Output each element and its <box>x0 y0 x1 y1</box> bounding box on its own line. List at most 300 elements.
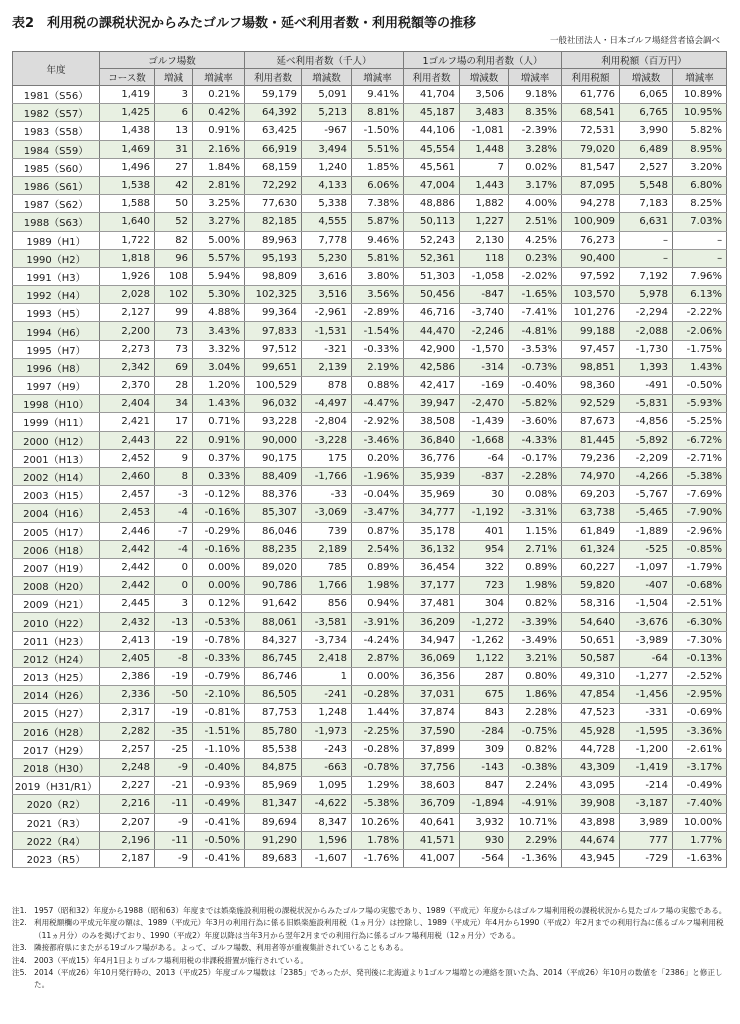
table-row <box>13 377 727 395</box>
value-cell: 1.98% <box>352 577 404 595</box>
value-cell: 2,282 <box>100 722 155 740</box>
table-row <box>13 176 727 194</box>
value-cell: 878 <box>302 377 352 395</box>
value-cell: -1,439 <box>460 413 509 431</box>
year-cell: 2002（H14） <box>13 467 100 485</box>
table-row <box>13 540 727 558</box>
table-row <box>13 686 727 704</box>
value-cell: 2.81% <box>193 176 245 194</box>
value-cell: 73 <box>155 322 193 340</box>
value-cell: 6.80% <box>673 176 727 194</box>
value-cell: 2.71% <box>509 540 562 558</box>
value-cell: 5,091 <box>302 86 352 104</box>
value-cell: -1,595 <box>620 722 673 740</box>
value-cell: -663 <box>302 758 352 776</box>
value-cell: 6,631 <box>620 213 673 231</box>
value-cell: 3,616 <box>302 267 352 285</box>
table-row <box>13 467 727 485</box>
value-cell: 1,882 <box>460 195 509 213</box>
value-cell: -5,767 <box>620 486 673 504</box>
value-cell: -967 <box>302 122 352 140</box>
value-cell: -6.72% <box>673 431 727 449</box>
value-cell: 8.35% <box>509 104 562 122</box>
value-cell: 2.87% <box>352 649 404 667</box>
value-cell: 5,230 <box>302 249 352 267</box>
value-cell: -2.22% <box>673 304 727 322</box>
value-cell: 3.25% <box>193 195 245 213</box>
value-cell: 96 <box>155 249 193 267</box>
year-cell: 1993（H5） <box>13 304 100 322</box>
value-cell: -1,058 <box>460 267 509 285</box>
value-cell: -0.49% <box>193 795 245 813</box>
value-cell: -2.52% <box>673 668 727 686</box>
value-cell: -1.63% <box>673 849 727 867</box>
table-row <box>13 522 727 540</box>
value-cell: 1,818 <box>100 249 155 267</box>
value-cell: 2,445 <box>100 595 155 613</box>
value-cell: 41,704 <box>404 86 460 104</box>
value-cell: 36,356 <box>404 668 460 686</box>
value-cell: 2,404 <box>100 395 155 413</box>
value-cell: 36,840 <box>404 431 460 449</box>
value-cell: 1,448 <box>460 140 509 158</box>
value-cell: -1.50% <box>352 122 404 140</box>
subheader-cell: 増減数 <box>460 69 509 86</box>
value-cell: -5.93% <box>673 395 727 413</box>
value-cell: -2,804 <box>302 413 352 431</box>
year-cell: 2006（H18） <box>13 540 100 558</box>
value-cell: 2,421 <box>100 413 155 431</box>
value-cell: 84,327 <box>245 631 302 649</box>
value-cell: 723 <box>460 577 509 595</box>
value-cell: -0.16% <box>193 504 245 522</box>
value-cell: 36,209 <box>404 613 460 631</box>
value-cell: 59,179 <box>245 86 302 104</box>
value-cell: 675 <box>460 686 509 704</box>
value-cell: 89,020 <box>245 558 302 576</box>
year-cell: 2017（H29） <box>13 740 100 758</box>
year-cell: 2020（R2） <box>13 795 100 813</box>
value-cell: -2,088 <box>620 322 673 340</box>
table-row <box>13 340 727 358</box>
value-cell: 82,185 <box>245 213 302 231</box>
value-cell: 856 <box>302 595 352 613</box>
year-cell: 2013（H25） <box>13 668 100 686</box>
value-cell: 2.19% <box>352 358 404 376</box>
value-cell: 7.03% <box>673 213 727 231</box>
value-cell: 87,753 <box>245 704 302 722</box>
value-cell: 97,833 <box>245 322 302 340</box>
value-cell: 7,183 <box>620 195 673 213</box>
value-cell: 5.87% <box>352 213 404 231</box>
value-cell: 0.00% <box>193 577 245 595</box>
subheader-cell: 増減率 <box>673 69 727 86</box>
table-row <box>13 122 727 140</box>
header-golf-courses: ゴルフ場数 <box>100 52 245 69</box>
value-cell: -0.41% <box>193 849 245 867</box>
year-cell: 2015（H27） <box>13 704 100 722</box>
value-cell: -5,892 <box>620 431 673 449</box>
year-cell: 1982（S57） <box>13 104 100 122</box>
value-cell: 0.00% <box>193 558 245 576</box>
value-cell: -2,209 <box>620 449 673 467</box>
value-cell: 52 <box>155 213 193 231</box>
value-cell: 36,069 <box>404 649 460 667</box>
value-cell: -21 <box>155 777 193 795</box>
value-cell: 5,338 <box>302 195 352 213</box>
value-cell: -241 <box>302 686 352 704</box>
year-cell: 1988（S63） <box>13 213 100 231</box>
value-cell: -33 <box>302 486 352 504</box>
value-cell: 2.51% <box>509 213 562 231</box>
value-cell: 0.20% <box>352 449 404 467</box>
value-cell: -4 <box>155 504 193 522</box>
year-cell: 1991（H3） <box>13 267 100 285</box>
value-cell: 4,555 <box>302 213 352 231</box>
footnote <box>12 942 728 954</box>
value-cell: -407 <box>620 577 673 595</box>
value-cell: -1,081 <box>460 122 509 140</box>
value-cell: 5.30% <box>193 286 245 304</box>
value-cell: -4.47% <box>352 395 404 413</box>
table-row <box>13 740 727 758</box>
value-cell: 88,235 <box>245 540 302 558</box>
value-cell: 777 <box>620 831 673 849</box>
value-cell: 89,963 <box>245 231 302 249</box>
value-cell: -4.91% <box>509 795 562 813</box>
value-cell: 43,945 <box>562 849 620 867</box>
value-cell: 47,004 <box>404 176 460 194</box>
value-cell: 2,139 <box>302 358 352 376</box>
table-row <box>13 413 727 431</box>
subheader-cell: 増減数 <box>620 69 673 86</box>
footnote-key: 注3. <box>12 943 27 953</box>
value-cell: 88,061 <box>245 613 302 631</box>
value-cell: 2,207 <box>100 813 155 831</box>
value-cell: -11 <box>155 795 193 813</box>
value-cell: 90,175 <box>245 449 302 467</box>
value-cell: 4.25% <box>509 231 562 249</box>
value-cell: 74,970 <box>562 467 620 485</box>
value-cell: 45,928 <box>562 722 620 740</box>
value-cell: -5.38% <box>673 467 727 485</box>
value-cell: -1,192 <box>460 504 509 522</box>
value-cell: 54,640 <box>562 613 620 631</box>
year-cell: 2000（H12） <box>13 431 100 449</box>
value-cell: -0.79% <box>193 668 245 686</box>
subheader-cell: 増減率 <box>509 69 562 86</box>
value-cell: -2.25% <box>352 722 404 740</box>
value-cell: 5.94% <box>193 267 245 285</box>
value-cell: -3.46% <box>352 431 404 449</box>
value-cell: 37,899 <box>404 740 460 758</box>
value-cell: 89,694 <box>245 813 302 831</box>
value-cell: 2,248 <box>100 758 155 776</box>
value-cell: 2,453 <box>100 504 155 522</box>
value-cell: 37,874 <box>404 704 460 722</box>
value-cell: 39,947 <box>404 395 460 413</box>
value-cell: -3.60% <box>509 413 562 431</box>
footnote <box>12 917 728 942</box>
value-cell: 118 <box>460 249 509 267</box>
value-cell: 39,908 <box>562 795 620 813</box>
value-cell: -331 <box>620 704 673 722</box>
value-cell: 1,122 <box>460 649 509 667</box>
value-cell: -50 <box>155 686 193 704</box>
value-cell: -0.78% <box>352 758 404 776</box>
value-cell: 66,919 <box>245 140 302 158</box>
subheader-cell: 利用者数 <box>404 69 460 86</box>
value-cell: 38,603 <box>404 777 460 795</box>
value-cell: 51,303 <box>404 267 460 285</box>
value-cell: 2,446 <box>100 522 155 540</box>
value-cell: – <box>673 231 727 249</box>
value-cell: -4,497 <box>302 395 352 413</box>
table-row <box>13 213 727 231</box>
value-cell: 4,133 <box>302 176 352 194</box>
value-cell: -11 <box>155 831 193 849</box>
value-cell: 50,456 <box>404 286 460 304</box>
value-cell: 0.94% <box>352 595 404 613</box>
value-cell: 10.00% <box>673 813 727 831</box>
value-cell: -2.02% <box>509 267 562 285</box>
value-cell: 1.43% <box>673 358 727 376</box>
value-cell: 3,494 <box>302 140 352 158</box>
value-cell: 42,900 <box>404 340 460 358</box>
value-cell: 1.44% <box>352 704 404 722</box>
table-row <box>13 358 727 376</box>
value-cell: 1,419 <box>100 86 155 104</box>
value-cell: 88,376 <box>245 486 302 504</box>
table-row <box>13 558 727 576</box>
value-cell: 69 <box>155 358 193 376</box>
value-cell: 3.32% <box>193 340 245 358</box>
value-cell: 2,227 <box>100 777 155 795</box>
value-cell: 58,316 <box>562 595 620 613</box>
value-cell: 7 <box>460 158 509 176</box>
year-cell: 1985（S60） <box>13 158 100 176</box>
value-cell: 2.29% <box>509 831 562 849</box>
value-cell: -0.85% <box>673 540 727 558</box>
value-cell: 4.88% <box>193 304 245 322</box>
value-cell: 87,095 <box>562 176 620 194</box>
value-cell: 44,470 <box>404 322 460 340</box>
value-cell: 93,228 <box>245 413 302 431</box>
year-cell: 1996（H8） <box>13 358 100 376</box>
value-cell: 3 <box>155 86 193 104</box>
source-note: 一般社団法人・日本ゴルフ場経営者協会調べ <box>549 36 720 46</box>
value-cell: 9.46% <box>352 231 404 249</box>
value-cell: 2,386 <box>100 668 155 686</box>
value-cell: -0.53% <box>193 613 245 631</box>
value-cell: 0 <box>155 558 193 576</box>
footnote-text: 2014（平成26）年10月発行時の、2013（平成25）年度ゴルフ場数は「2385」であったが、発刊後に北海道より1ゴルフ場増との連絡を頂いた為、2014（平成26）年10月の数値を「2386」と修正した。 <box>34 968 723 990</box>
value-cell: 36,454 <box>404 558 460 576</box>
value-cell: 95,193 <box>245 249 302 267</box>
year-cell: 1995（H7） <box>13 340 100 358</box>
value-cell: 22 <box>155 431 193 449</box>
data-table <box>12 51 727 868</box>
value-cell: 99 <box>155 304 193 322</box>
value-cell: 99,364 <box>245 304 302 322</box>
value-cell: 76,273 <box>562 231 620 249</box>
value-cell: 35,939 <box>404 467 460 485</box>
value-cell: -2.95% <box>673 686 727 704</box>
value-cell: 97,512 <box>245 340 302 358</box>
footnotes <box>12 905 728 992</box>
value-cell: 1.98% <box>509 577 562 595</box>
value-cell: 0.80% <box>509 668 562 686</box>
value-cell: 102,325 <box>245 286 302 304</box>
value-cell: – <box>620 231 673 249</box>
value-cell: 8.95% <box>673 140 727 158</box>
year-cell: 2001（H13） <box>13 449 100 467</box>
value-cell: -7 <box>155 522 193 540</box>
value-cell: 86,046 <box>245 522 302 540</box>
value-cell: 68,541 <box>562 104 620 122</box>
subheader-cell: 増減数 <box>302 69 352 86</box>
table-row <box>13 267 727 285</box>
value-cell: 2,418 <box>302 649 352 667</box>
value-cell: 3,483 <box>460 104 509 122</box>
value-cell: 5.81% <box>352 249 404 267</box>
value-cell: -0.33% <box>352 340 404 358</box>
value-cell: 5,548 <box>620 176 673 194</box>
value-cell: -0.69% <box>673 704 727 722</box>
value-cell: 91,290 <box>245 831 302 849</box>
year-cell: 1990（H2） <box>13 249 100 267</box>
year-cell: 1992（H4） <box>13 286 100 304</box>
value-cell: -4 <box>155 540 193 558</box>
value-cell: -321 <box>302 340 352 358</box>
value-cell: -3.39% <box>509 613 562 631</box>
value-cell: 0.42% <box>193 104 245 122</box>
value-cell: 44,728 <box>562 740 620 758</box>
value-cell: -0.29% <box>193 522 245 540</box>
value-cell: 6.13% <box>673 286 727 304</box>
value-cell: 7.38% <box>352 195 404 213</box>
value-cell: 6.06% <box>352 176 404 194</box>
value-cell: -169 <box>460 377 509 395</box>
value-cell: 34,777 <box>404 504 460 522</box>
value-cell: 1.84% <box>193 158 245 176</box>
table-row <box>13 304 727 322</box>
value-cell: -7.40% <box>673 795 727 813</box>
value-cell: -1,570 <box>460 340 509 358</box>
value-cell: -1,262 <box>460 631 509 649</box>
value-cell: -6.30% <box>673 613 727 631</box>
value-cell: 2,200 <box>100 322 155 340</box>
value-cell: -1.10% <box>193 740 245 758</box>
value-cell: 90,000 <box>245 431 302 449</box>
value-cell: 3.56% <box>352 286 404 304</box>
value-cell: -1.75% <box>673 340 727 358</box>
value-cell: 50 <box>155 195 193 213</box>
value-cell: 90,400 <box>562 249 620 267</box>
value-cell: 309 <box>460 740 509 758</box>
value-cell: -729 <box>620 849 673 867</box>
value-cell: -1,097 <box>620 558 673 576</box>
subheader-cell: コース数 <box>100 69 155 86</box>
value-cell: 954 <box>460 540 509 558</box>
value-cell: 5,978 <box>620 286 673 304</box>
value-cell: 1,538 <box>100 176 155 194</box>
value-cell: -0.40% <box>509 377 562 395</box>
subheader-cell: 利用者数 <box>245 69 302 86</box>
value-cell: 50,651 <box>562 631 620 649</box>
value-cell: -9 <box>155 758 193 776</box>
value-cell: 43,898 <box>562 813 620 831</box>
value-cell: 2,370 <box>100 377 155 395</box>
value-cell: -5,831 <box>620 395 673 413</box>
value-cell: 108 <box>155 267 193 285</box>
value-cell: -1,456 <box>620 686 673 704</box>
value-cell: 88,409 <box>245 467 302 485</box>
value-cell: 3,516 <box>302 286 352 304</box>
value-cell: 47,854 <box>562 686 620 704</box>
value-cell: 2,317 <box>100 704 155 722</box>
value-cell: – <box>673 249 727 267</box>
value-cell: -35 <box>155 722 193 740</box>
value-cell: 0.91% <box>193 431 245 449</box>
value-cell: -7.90% <box>673 504 727 522</box>
value-cell: 61,776 <box>562 86 620 104</box>
value-cell: -1,419 <box>620 758 673 776</box>
header-users-per-course: 1ゴルフ場の利用者数（人） <box>404 52 562 69</box>
year-cell: 1997（H9） <box>13 377 100 395</box>
value-cell: -1.76% <box>352 849 404 867</box>
value-cell: -1.54% <box>352 322 404 340</box>
value-cell: 9.18% <box>509 86 562 104</box>
value-cell: 3,990 <box>620 122 673 140</box>
value-cell: -2.71% <box>673 449 727 467</box>
value-cell: 52,243 <box>404 231 460 249</box>
value-cell: -1,277 <box>620 668 673 686</box>
value-cell: 41,007 <box>404 849 460 867</box>
year-cell: 1994（H6） <box>13 322 100 340</box>
subheader-cell: 増減率 <box>352 69 404 86</box>
value-cell: -284 <box>460 722 509 740</box>
value-cell: 2,273 <box>100 340 155 358</box>
value-cell: 0.02% <box>509 158 562 176</box>
value-cell: 90,786 <box>245 577 302 595</box>
table-row <box>13 795 727 813</box>
value-cell: 69,203 <box>562 486 620 504</box>
value-cell: 3.17% <box>509 176 562 194</box>
value-cell: 2,460 <box>100 467 155 485</box>
table-row <box>13 286 727 304</box>
value-cell: 2,216 <box>100 795 155 813</box>
value-cell: 8.25% <box>673 195 727 213</box>
value-cell: 47,523 <box>562 704 620 722</box>
value-cell: 1.20% <box>193 377 245 395</box>
year-cell: 1998（H10） <box>13 395 100 413</box>
value-cell: 2.28% <box>509 704 562 722</box>
table-row <box>13 849 727 867</box>
year-cell: 2016（H28） <box>13 722 100 740</box>
value-cell: -3.49% <box>509 631 562 649</box>
footnote-key: 注5. <box>12 968 27 978</box>
value-cell: -2.92% <box>352 413 404 431</box>
value-cell: 2,257 <box>100 740 155 758</box>
value-cell: 79,020 <box>562 140 620 158</box>
value-cell: 1,766 <box>302 577 352 595</box>
value-cell: 40,641 <box>404 813 460 831</box>
subheader-cell: 利用税額 <box>562 69 620 86</box>
value-cell: 35,178 <box>404 522 460 540</box>
value-cell: 2,187 <box>100 849 155 867</box>
value-cell: -491 <box>620 377 673 395</box>
